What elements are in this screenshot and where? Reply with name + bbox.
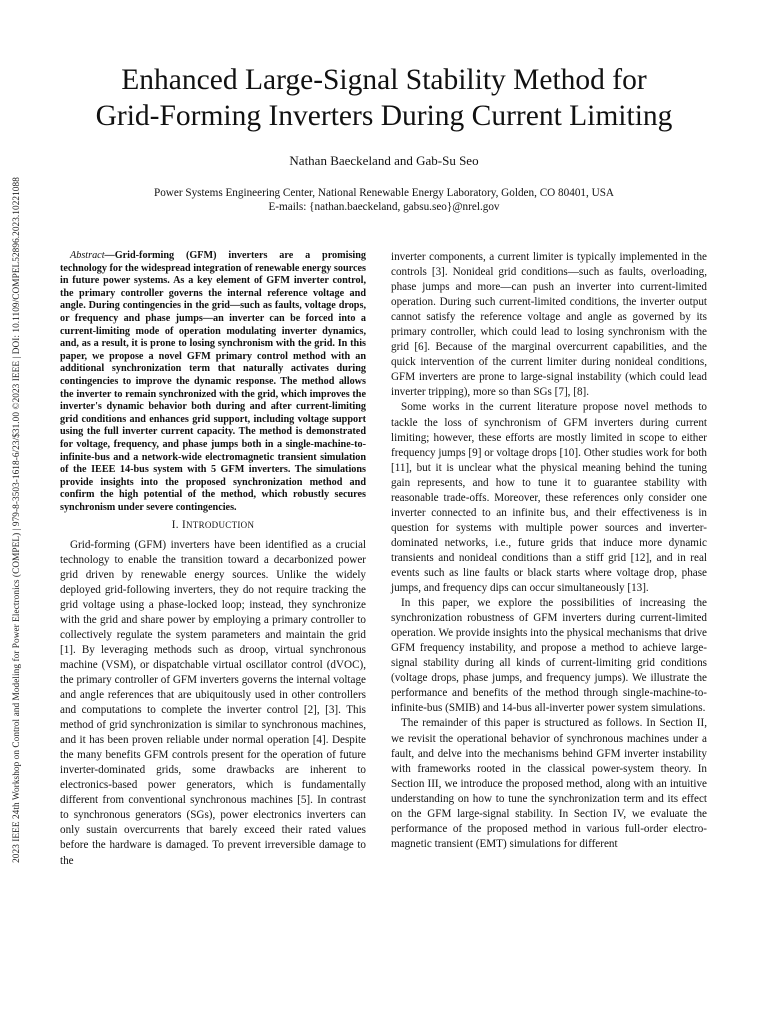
section-title: NTRODUCTION	[185, 520, 255, 531]
paragraph: In this paper, we explore the possibilities of increasing the synchronization robustness of GFM inverters during current-limited operation. We provide insights into the physical mechanisms that drive GFM frequency instability, and propose a method to achieve large-signal stability during all kinds of current-limiting grid conditions (voltage drops, phase jumps, and frequency jumps). We illustrate the performance and benefits of the method through single-machine-to-infinite-bus (SMIB) and 14-bus all-inverter power system simulations.	[391, 597, 707, 715]
abstract	[60, 250, 366, 514]
right-column	[391, 250, 707, 852]
email-line[interactable]: E-mails: {nathan.baeckeland, gabsu.seo}@nrel.gov	[268, 201, 500, 213]
copyright-text: 2023 IEEE 24th Workshop on Control and Modeling for Power Electronics (COMPEL) | 979-8-3503-1618-6/23/$31.00 ©2023 IEEE | DOI: 10.1109/COMPEL52896.2023.10221088	[12, 177, 22, 863]
paper-title	[40, 62, 728, 134]
abstract-label: Abstract	[70, 250, 105, 261]
section-numeral: I. I	[171, 519, 186, 532]
copyright-sidebar	[10, 140, 24, 900]
section-heading-introduction	[60, 518, 366, 533]
abstract-text: —Grid-forming (GFM) inverters are a promising technology for the widespread integration of renewable energy sources in future power systems. As a key element of GFM inverter control, the primary controller governs the internal reference voltage and angle. During contingencies in the grid—such as faults, voltage drops, or frequency and phase jumps—an inverter can be forced into a current-limiting mode of operation modulating inverter dynamics, and, as a result, it is prone to losing synchronism with the grid. In this paper, we propose a novel GFM primary control method with an additional synchronization term that naturally activates during contingencies to improve the dynamic response. The method allows the inverter to remain synchronized with the grid, which improves the inverter's dynamic behavior both during and after current-limiting grid conditions and enhances grid support, including voltage support using the full inverter current capacity. The method is demonstrated for voltage, frequency, and phase jumps both in a single-machine-to-infinite-bus and a network-wide electromagnetic transient simulation of the IEEE 14-bus system with 5 GFM inverters. The simulations provide insights into the proposed synchronization method and confirm the high potential of the method, which robustly secures synchronism under severe contingencies.	[60, 250, 366, 513]
left-column	[60, 250, 366, 869]
paragraph: Some works in the current literature propose novel methods to tackle the loss of synchronism of GFM inverters during current limiting; however, these efforts are mostly limited in scope to either frequency jumps [9] or voltage drops [10]. Other studies work for both [11], but it is unclear what the physical meaning behind the tuning gain represents, and how to tune it to guarantee stability with reasonable trade-offs. Moreover, these references only consider one inverter connected to an infinite bus, and their effectiveness is in question for systems with multiple power sources and inverter-dominated networks, i.e., future grids that induce more dynamic transients and nonideal conditions than a stiff grid [12], and in real events such as line faults or black starts where voltage drop, phase jumps, and frequency dips can occur simultaneously [13].	[391, 401, 707, 595]
paragraph: Grid-forming (GFM) inverters have been identified as a crucial technology to enable the transition toward a decarbonized power grid driven by renewable energy sources. Unlike the widely deployed grid-following inverters, they do not require tracking the grid voltage using a phase-locked loop; instead, they synchronize with the grid and share power by employing a primary controller to collectively regulate the system parameters and maintain the grid [1]. By leveraging methods such as droop, virtual synchronous machine (VSM), or dispatchable virtual oscillator control (dVOC), the primary controller of GFM inverters governs the internal voltage and angle references that are ubiquitously used in other controllers and computations to complete the inverter control [2], [3]. This method of grid synchronization is similar to synchronous machines, and it has been proven reliable under normal operation [4]. Despite the many benefits GFM controls present for the operation of future inverter-dominated grids, some drawbacks are inherent to electronics-based power generators, which is fundamentally different from conventional synchronous machines [5]. In contrast to synchronous generators (SGs), power electronics inverters can only sustain overcurrents that barely exceed their rated values before the hardware is damaged. To prevent irreversible damage to the	[60, 538, 366, 867]
affiliation-line: Power Systems Engineering Center, National Renewable Energy Laboratory, Golden, CO 80401, USA	[153, 187, 614, 199]
paragraph: The remainder of this paper is structured as follows. In Section II, we revisit the operational behavior of synchronous machines under a fault, and delve into the mechanisms behind GFM inverter instability with frameworks rooted in the classical power-system theory. In Section III, we introduce the proposed method, along with an intuitive understanding on how to tune the synchronization term and its effect on the GFM large-signal stability. In Section IV, we evaluate the performance of the proposed method in various full-order electro-magnetic transient (EMT) simulations for different	[391, 717, 707, 850]
title-line-1: Enhanced Large-Signal Stability Method for	[121, 64, 647, 96]
authors: Nathan Baeckeland and Gab-Su Seo	[289, 153, 479, 168]
affiliation	[0, 186, 768, 214]
title-line-2: Grid-Forming Inverters During Current Limiting	[95, 100, 673, 132]
paragraph: inverter components, a current limiter is typically implemented in the controls [3]. Nonideal grid conditions—such as faults, overloading, phase jumps and more—can push an inverter into current-limited operation. During such current-limited conditions, the inverter output cannot satisfy the reference voltage and angle as governed by its primary controller, which could lead to losing synchronism with the grid [6]. Because of the marginal overcurrent capabilities, and the quick intervention of the current limiter during nonideal conditions, GFM inverters are prone to large-signal instability (which could lead inverter tripping), more so than SGs [7], [8].	[391, 251, 707, 399]
